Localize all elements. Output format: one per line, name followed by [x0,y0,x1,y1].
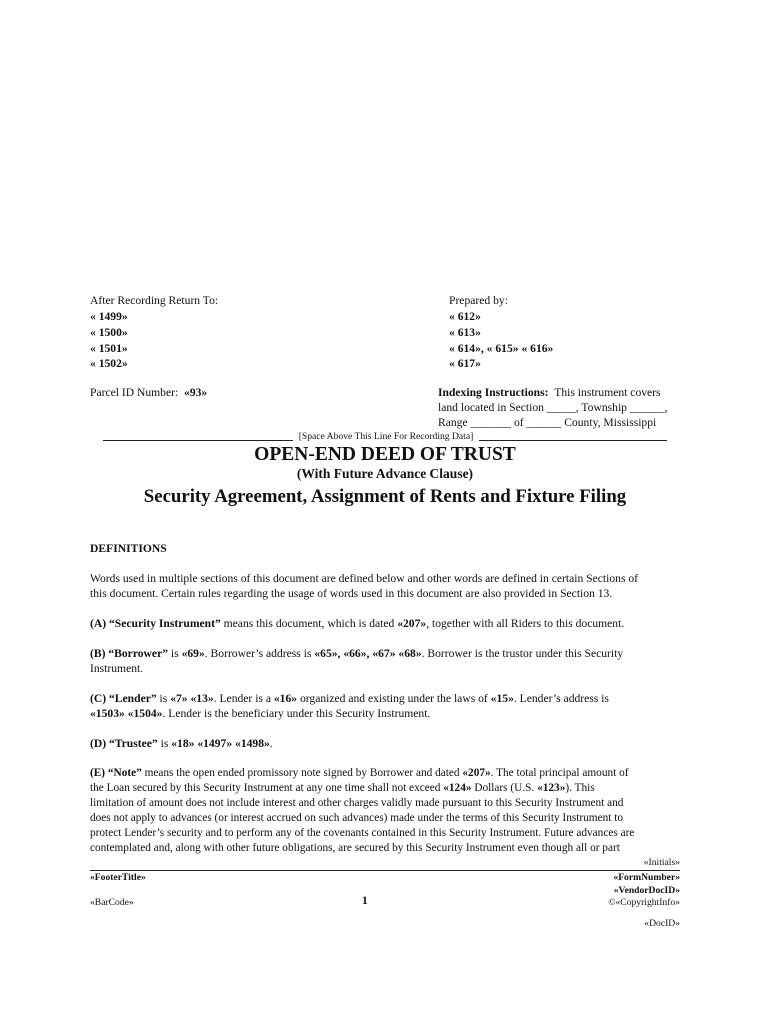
form-number: «FormNumber» [613,872,680,883]
section-b: (B) “Borrower” is «69». Borrower’s address is «65», «66», «67» «68». Borrower is the trustor under this Security [90,647,624,660]
document-title: OPEN-END DEED OF TRUST [254,444,516,465]
parcel-id-value: «93» [184,386,208,399]
prepared-by-line-3: « 614», « 615» « 616» [449,342,554,355]
barcode: «BarCode» [90,897,134,908]
document-title-2: Security Agreement, Assignment of Rents and Fixture Filing [143,486,627,507]
section-a: (A) “Security Instrument” means this document, which is dated «207», together with all Riders to this document. [90,617,625,630]
parcel-id [90,385,207,401]
definitions-intro: Words used in multiple sections of this document are defined below and other words are defined in certain Sections of this document. Certain rules regarding the usage of words used in this document are also provided in Section 13. [90,572,639,600]
doc-id: «DocID» [644,918,680,929]
section-d: (D) “Trustee” is «18» «1497» «1498». [90,737,273,750]
footer-rule [90,870,680,871]
prepared-by-label: Prepared by: [449,294,508,307]
indexing-label: Indexing Instructions: [438,386,549,399]
vendor-doc-id: «VendorDocID» [613,885,680,896]
section-c: (C) “Lender” is «7» «13». Lender is a «16» organized and existing under the laws of «15». Lender’s address is [90,692,609,705]
definitions-heading: DEFINITIONS [90,542,167,555]
parcel-id-label: Parcel ID Number: [90,386,179,399]
indexing-line-3: Range _______ of ______ County, Mississippi [438,416,657,429]
return-to-line-3: « 1501» [90,342,128,355]
section-e: (E) “Note” means the open ended promissory note signed by Borrower and dated «207». The total principal amount of the Loan secured by this Security Instrument at any one time shall not exceed «124» Dollars (U.S. «123»). This limitation of amount does not include interest and other charges validly made pursuant to this Security Instrument and does not apply to advances (or interest accrued on such advances) made under the terms of this Security Instrument to protect Lender’s security and to perform any of the covenants contained in this Security Instrument. Future advances are contemplated and, along with other future obligations, are secured by this Security Instrument even though all or part [90,767,635,854]
footer-title: «FooterTitle» [90,872,146,883]
return-to-label: After Recording Return To: [90,294,219,307]
page-number: 1 [362,895,368,907]
indexing-line-2: land located in Section _____, Township ______, [438,401,668,414]
prepared-by-line-1: « 612» [449,310,481,323]
return-to-line-4: « 1502» [90,357,128,370]
section-b-line-2: Instrument. [90,662,144,675]
section-c-line-2: «1503» «1504». Lender is the beneficiary under this Security Instrument. [90,707,431,720]
copyright-info: ©«CopyrightInfo» [608,897,680,908]
prepared-by-line-4: « 617» [449,357,481,370]
return-to-line-2: « 1500» [90,326,128,339]
document-subtitle: (With Future Advance Clause) [296,466,474,481]
return-to-line-1: « 1499» [90,310,128,323]
recording-rule-left [103,440,293,441]
prepared-by-line-2: « 613» [449,326,481,339]
recording-rule-right [479,440,667,441]
recording-space-label: [Space Above This Line For Recording Data] [298,431,474,442]
indexing-line-1: Indexing Instructions: This instrument covers [438,386,661,399]
initials-field: «Initials» [643,857,680,868]
